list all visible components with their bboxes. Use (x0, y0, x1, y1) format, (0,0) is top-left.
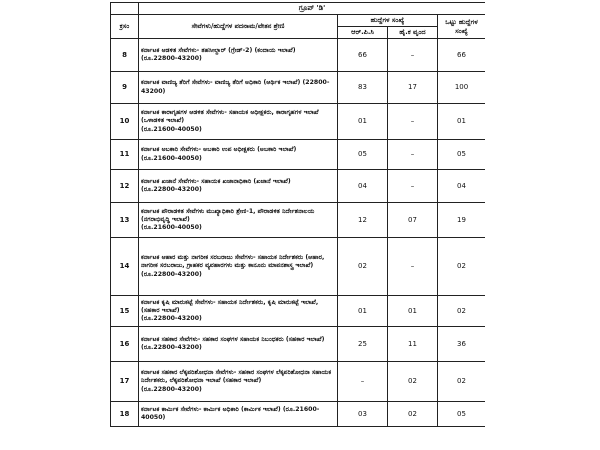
row-sl-cell: 13 (111, 203, 139, 238)
row-sl-cell: 18 (111, 402, 139, 427)
row-hk-cell: 07 (388, 203, 438, 238)
row-hk-cell: 01 (388, 296, 438, 327)
post-title: ಕರ್ನಾಟಕ ಪೌರಾಡಳಿತ ಸೇವೆಗಳು ಮುಖ್ಯಾಧಿಕಾರಿ ಶ್ರೇಣಿ-1, ಪೌರಾಡಳಿತ ನಿರ್ದೇಶನಾಲಯ (ನಗರಾಭಿವೃದ್ಧಿ ಇಲಾಖೆ) (141, 207, 315, 223)
document-page (110, 2, 485, 450)
post-title: ಕರ್ನಾಟಕ ಕಾರಾಗೃಹಗಳ ಆಡಳಿತ ಸೇವೆಗಳು- ಸಹಾಯಕ ಅಧೀಕ್ಷಕರು, ಕಾರಾಗೃಹಗಳ ಇಲಾಖೆ (ಒಳಾಡಳಿತ ಇಲಾಖೆ) (141, 109, 319, 125)
row-rpc-cell: 01 (338, 104, 388, 140)
table-row (111, 170, 486, 203)
row-post-cell (139, 362, 338, 402)
row-rpc-cell: 25 (338, 327, 388, 362)
table-row (111, 402, 486, 427)
pay-scale: (ರೂ.21600-40050) (141, 154, 202, 162)
row-total-cell: 100 (438, 72, 486, 104)
pay-scale: (ರೂ.22800-43200) (141, 55, 202, 62)
row-sl-cell: 8 (111, 39, 139, 72)
row-post-cell (139, 72, 338, 104)
row-rpc-cell: 01 (338, 296, 388, 327)
row-hk-cell: 02 (388, 362, 438, 402)
row-total-cell: 36 (438, 327, 486, 362)
pay-scale: (ರೂ.22800-43200) (141, 385, 202, 393)
post-title: ಕರ್ನಾಟಕ ಅಬಕಾರಿ ಸೇವೆಗಳು- ಅಬಕಾರಿ ಉಪ ಅಧೀಕ್ಷಕರು (ಅಬಕಾರಿ ಇಲಾಖೆ) (141, 146, 297, 154)
row-rpc-cell: 04 (338, 170, 388, 203)
row-total-cell: 19 (438, 203, 486, 238)
header-total: ಒಟ್ಟು ಹುದ್ದೆಗಳ ಸಂಖ್ಯೆ (438, 15, 486, 39)
post-title: ಕರ್ನಾಟಕ ಖಜಾನೆ ಸೇವೆಗಳು- ಸಹಾಯಕ ಖಜಾನಾಧಿಕಾರಿ (ಖಜಾನೆ ಇಲಾಖೆ) (141, 177, 291, 185)
header-blank-cell (111, 3, 139, 15)
row-hk-cell: – (388, 238, 438, 296)
table-row (111, 140, 486, 170)
row-sl-cell: 15 (111, 296, 139, 327)
row-sl-cell: 14 (111, 238, 139, 296)
row-post-cell (139, 203, 338, 238)
row-total-cell: 02 (438, 362, 486, 402)
row-total-cell: 01 (438, 104, 486, 140)
row-hk-cell: – (388, 170, 438, 203)
header-hk: ಹೈ.ಕ ವೃಂದ (388, 27, 438, 39)
row-rpc-cell: 66 (338, 39, 388, 72)
post-title: ಕರ್ನಾಟಕ ಆಡಳಿತ ಸೇವೆಗಳು- ತಹಸೀಲ್ದಾರ್ (ಗ್ರೇಡ್-2) (ಕಂದಾಯ ಇಲಾಖೆ) (141, 46, 296, 54)
pay-scale: (ರೂ.22800-43200) (141, 186, 202, 193)
row-total-cell: 05 (438, 402, 486, 427)
row-post-cell (139, 140, 338, 170)
row-total-cell: 02 (438, 296, 486, 327)
pay-scale: (ರೂ.22800-43200) (141, 270, 202, 278)
row-post-cell (139, 170, 338, 203)
row-post-cell (139, 296, 338, 327)
row-sl-cell: 10 (111, 104, 139, 140)
post-title: ಕರ್ನಾಟಕ ಕೃಷಿ ಮಾರುಕಟ್ಟೆ ಸೇವೆಗಳು- ಸಹಾಯಕ ನಿರ್ದೇಶಕರು, ಕೃಷಿ ಮಾರುಕಟ್ಟೆ ಇಲಾಖೆ, (ಸಹಕಾರ ಇಲಾಖೆ) (141, 298, 319, 314)
row-sl-cell: 12 (111, 170, 139, 203)
row-rpc-cell: 03 (338, 402, 388, 427)
pay-scale: (ರೂ.21600-40050) (141, 125, 202, 133)
row-rpc-cell: 02 (338, 238, 388, 296)
row-hk-cell: 17 (388, 72, 438, 104)
post-title: ಕರ್ನಾಟಕ ಸಹಕಾರ ಸೇವೆಗಳು- ಸಹಕಾರ ಸಂಘಗಳ ಸಹಾಯಕ ನಿಬಂಧಕರು (ಸಹಕಾರ ಇಲಾಖೆ) (141, 335, 325, 343)
table-row (111, 39, 486, 72)
row-total-cell: 04 (438, 170, 486, 203)
row-hk-cell: – (388, 39, 438, 72)
row-rpc-cell: 12 (338, 203, 388, 238)
row-sl-cell: 11 (111, 140, 139, 170)
table-row (111, 362, 486, 402)
row-hk-cell: 02 (388, 402, 438, 427)
table-row (111, 104, 486, 140)
row-total-cell: 66 (438, 39, 486, 72)
header-sl: ಕ್ರಸಂ (111, 15, 139, 39)
post-title: ಕರ್ನಾಟಕ ವಾಣಿಜ್ಯ ತೆರಿಗೆ ಸೇವೆಗಳು- ವಾಣಿಜ್ಯ ತೆರಿಗೆ ಅಧಿಕಾರಿ (ಆರ್ಥಿಕ ಇಲಾಖೆ) (22800-43200) (141, 79, 330, 95)
pay-scale: (ರೂ.21600-40050) (141, 224, 202, 232)
row-post-cell (139, 327, 338, 362)
table-row (111, 203, 486, 238)
row-hk-cell: – (388, 140, 438, 170)
row-total-cell: 05 (438, 140, 486, 170)
pay-scale: (ರೂ.22800-43200) (141, 344, 202, 351)
table-row (111, 72, 486, 104)
group-title: ಗ್ರೂಪ್ 'ಡಿ' (139, 3, 486, 15)
row-sl-cell: 9 (111, 72, 139, 104)
header-rpc: ಆರ್.ಪಿ.ಸಿ (338, 27, 388, 39)
table-row (111, 327, 486, 362)
post-title: ಕರ್ನಾಟಕ ಕಾರ್ಮಿಕ ಸೇವೆಗಳು- ಕಾರ್ಮಿಕ ಅಧಿಕಾರಿ (ಕಾರ್ಮಿಕ ಇಲಾಖೆ) (ರೂ.21600-40050) (141, 405, 320, 421)
post-title: ಕರ್ನಾಟಕ ಸಹಕಾರ ಲೆಕ್ಕಪರಿಶೋಧನಾ ಸೇವೆಗಳು- ಸಹಕಾರ ಸಂಘಗಳ ಲೆಕ್ಕಪರಿಶೋಧನಾ ಸಹಾಯಕ ನಿರ್ದೇಶಕರು, ಲೆಕ್ಕಪರಿಶೋಧನಾ ಇಲಾಖೆ (ಸಹಕಾರ ಇಲಾಖೆ) (141, 369, 332, 385)
table-row (111, 296, 486, 327)
row-rpc-cell: 05 (338, 140, 388, 170)
row-total-cell: 02 (438, 238, 486, 296)
row-post-cell (139, 238, 338, 296)
header-vacancies: ಹುದ್ದೆಗಳ ಸಂಖ್ಯೆ (338, 15, 438, 27)
pay-scale: (ರೂ.22800-43200) (141, 315, 202, 323)
row-sl-cell: 16 (111, 327, 139, 362)
row-sl-cell: 17 (111, 362, 139, 402)
row-hk-cell: – (388, 104, 438, 140)
row-post-cell (139, 104, 338, 140)
row-rpc-cell: – (338, 362, 388, 402)
row-post-cell (139, 402, 338, 427)
header-post: ಸೇವೆಗಳು/ಹುದ್ದೆಗಳ ಪದನಾಮ/ವೇತನ ಶ್ರೇಣಿ (139, 15, 338, 39)
vacancy-table (110, 2, 485, 427)
row-rpc-cell: 83 (338, 72, 388, 104)
row-hk-cell: 11 (388, 327, 438, 362)
post-title: ಕರ್ನಾಟಕ ಆಹಾರ ಮತ್ತು ನಾಗರೀಕ ಸರಬರಾಜು ಸೇವೆಗಳು- ಸಹಾಯಕ ನಿರ್ದೇಶಕರು (ಆಹಾರ, ನಾಗರೀಕ ಸರಬರಾಜು, ಗ್ರಾಹಕರ ವ್ಯವಹಾರಗಳು ಮತ್ತು ಕಾನೂನು ಮಾಪನಶಾಸ್ತ್ರ ಇಲಾಖೆ) (141, 254, 325, 270)
row-post-cell (139, 39, 338, 72)
table-row (111, 238, 486, 296)
